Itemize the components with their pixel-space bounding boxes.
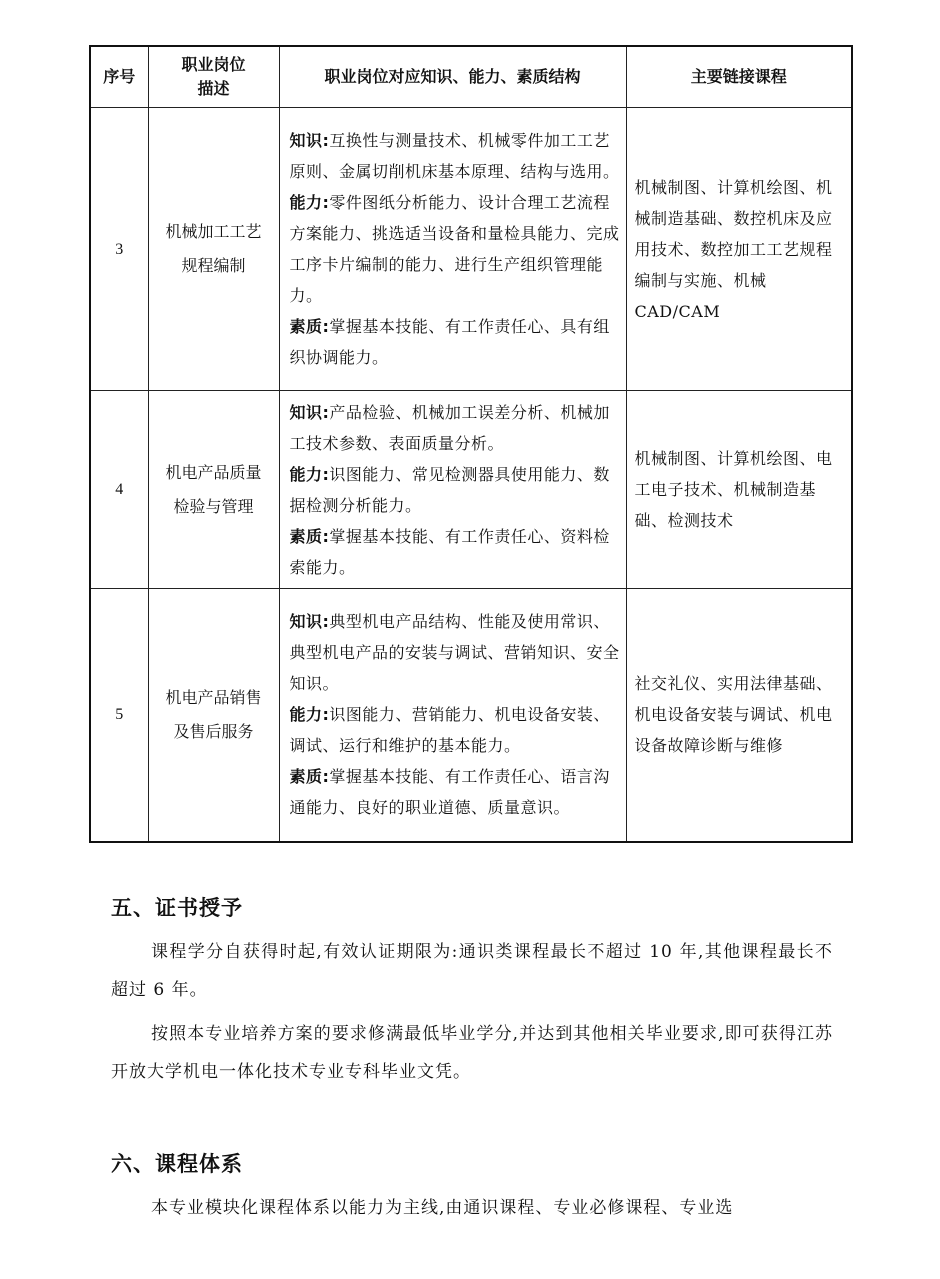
quality-label: 素质: <box>289 317 330 336</box>
quality-text: 掌握基本技能、有工作责任心、语言沟通能力、良好的职业道德、质量意识。 <box>289 767 610 818</box>
table-header-row <box>90 46 852 108</box>
knowledge-item <box>290 606 620 699</box>
header-courses: 主要链接课程 <box>626 46 852 108</box>
linked-courses: 机械制图、计算机绘图、机械制造基础、数控机床及应用技术、数控加工工艺规程编制与实施、机械CAD/CAM <box>626 108 852 391</box>
linked-courses: 机械制图、计算机绘图、电工电子技术、机械制造基础、检测技术 <box>626 391 852 589</box>
structure-cell <box>279 589 626 842</box>
post-line1: 机电产品质量 <box>165 462 262 482</box>
knowledge-label: 知识: <box>289 131 330 150</box>
ability-item <box>290 187 620 311</box>
post-line1: 机电产品销售 <box>165 687 262 707</box>
header-no: 序号 <box>90 46 148 108</box>
table-row <box>90 108 852 391</box>
header-post-line1: 职业岗位 <box>181 55 246 74</box>
knowledge-label: 知识: <box>289 612 330 632</box>
ability-item <box>290 699 620 761</box>
row-number: 4 <box>90 391 148 589</box>
ability-text: 识图能力、营销能力、机电设备安装、调试、运行和维护的基本能力。 <box>289 705 610 756</box>
quality-item <box>290 521 620 583</box>
ability-label: 能力: <box>289 464 330 484</box>
ability-text: 识图能力、常见检测器具使用能力、数据检测分析能力。 <box>289 464 610 515</box>
post-description <box>148 589 279 842</box>
career-structure-table <box>89 45 853 843</box>
ability-item <box>290 459 620 521</box>
row-number: 5 <box>90 589 148 842</box>
quality-text: 掌握基本技能、有工作责任心、资料检索能力。 <box>289 526 610 577</box>
knowledge-item <box>290 397 620 459</box>
knowledge-text: 产品检验、机械加工误差分析、机械加工技术参数、表面质量分析。 <box>289 402 610 453</box>
structure-cell <box>279 391 626 589</box>
quality-label: 素质: <box>289 526 330 546</box>
knowledge-text: 互换性与测量技术、机械零件加工工艺原则、金属切削机床基本原理、结构与选用。 <box>289 131 620 181</box>
post-description <box>148 108 279 391</box>
quality-text: 掌握基本技能、有工作责任心、具有组织协调能力。 <box>289 317 610 367</box>
knowledge-item <box>290 125 620 187</box>
quality-label: 素质: <box>289 767 330 787</box>
post-line1: 机械加工工艺 <box>165 222 262 241</box>
post-line2: 及售后服务 <box>173 721 254 741</box>
table-row <box>90 589 852 842</box>
section-6-heading: 六、课程体系 <box>111 1152 243 1176</box>
table-row <box>90 391 852 589</box>
ability-label: 能力: <box>289 705 330 725</box>
ability-text: 零件图纸分析能力、设计合理工艺流程方案能力、挑选适当设备和量检具能力、完成工序卡片编制的能力、进行生产组织管理能力。 <box>289 193 620 305</box>
quality-item <box>290 311 620 373</box>
section-5-heading: 五、证书授予 <box>111 896 243 920</box>
header-post <box>148 46 279 108</box>
knowledge-text: 典型机电产品结构、性能及使用常识、典型机电产品的安装与调试、营销知识、安全知识。 <box>289 612 620 694</box>
structure-cell <box>279 108 626 391</box>
row-number: 3 <box>90 108 148 391</box>
section-5-paragraph-2: 按照本专业培养方案的要求修满最低毕业学分,并达到其他相关毕业要求,即可获得江苏开放大学机电一体化技术专业专科毕业文凭。 <box>111 1024 833 1082</box>
post-description <box>148 391 279 589</box>
ability-label: 能力: <box>289 193 330 212</box>
post-line2: 检验与管理 <box>173 496 254 516</box>
quality-item <box>290 761 620 823</box>
header-structure: 职业岗位对应知识、能力、素质结构 <box>279 46 626 108</box>
section-5-paragraph-1: 课程学分自获得时起,有效认证期限为:通识类课程最长不超过 10 年,其他课程最长不超过 6 年。 <box>111 942 833 1000</box>
header-post-line2: 描述 <box>197 79 230 98</box>
post-line2: 规程编制 <box>181 256 246 275</box>
section-6-paragraph-1: 本专业模块化课程体系以能力为主线,由通识课程、专业必修课程、专业选 <box>151 1198 734 1218</box>
knowledge-label: 知识: <box>289 402 330 422</box>
linked-courses: 社交礼仪、实用法律基础、机电设备安装与调试、机电设备故障诊断与维修 <box>626 589 852 842</box>
